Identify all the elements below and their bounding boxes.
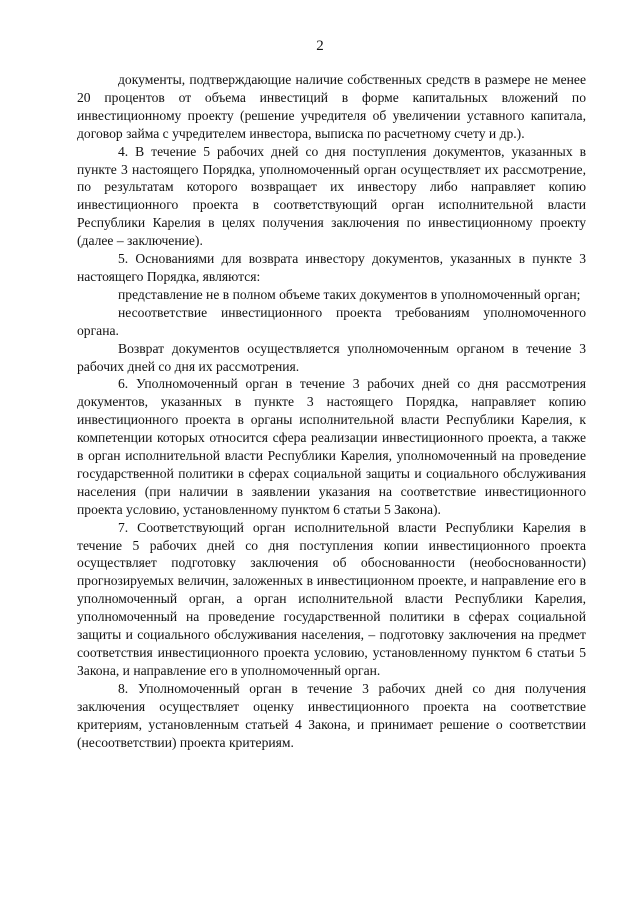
paragraph-item-6: 6. Уполномоченный орган в течение 3 рабочих дней со дня рассмотрения документов, указанных в пункте 3 настоящего Порядка, направляет копию инвестиционного проекта в органы исполнительной власти Республики Карелия, к компетенции которых относится сфера реализации инвестиционного проекта, а также в орган исполнительной власти Республики Карелия, уполномоченный на проведение государственной политики в сферах социальной защиты и социального обслуживания населения (при наличии в заявлении указания на соответствие инвестиционного проекта условию, установленному пунктом 6 статьи 5 Закона). — [77, 376, 586, 517]
paragraph-return-term: Возврат документов осуществляется уполномоченным органом в течение 3 рабочих дней со дня их рассмотрения. — [77, 340, 586, 374]
paragraph-documents-list-continuation: документы, подтверждающие наличие собственных средств в размере не менее 20 процентов от объема инвестиций в форме капитальных вложений по инвестиционному проекту (решение учредителя об увеличении уставного капитала, договор займа с учредителем инвестора, выписка по расчетному счету и др.). — [77, 72, 586, 141]
paragraph-item-8: 8. Уполномоченный орган в течение 3 рабочих дней со дня получения заключения осуществляет оценку инвестиционного проекта на соответствие критериям, установленным статьей 4 Закона, и принимает решение о соответствии (несоответствии) проекта критериям. — [77, 680, 586, 750]
paragraph-item-5: 5. Основаниями для возврата инвестору документов, указанных в пункте 3 настоящего Порядка, являются: — [77, 251, 586, 284]
paragraph-item-4: 4. В течение 5 рабочих дней со дня поступления документов, указанных в пункте 3 настоящего Порядка, уполномоченный орган осуществляет их рассмотрение, по результатам которого возвращает их инвестору либо направляет копию инвестиционного проекта в соответствующий орган исполнительной власти Республики Карелия в целях получения заключения по инвестиционному проекту (далее – заключение). — [77, 143, 586, 249]
document-body — [77, 71, 586, 751]
page-number: 2 — [316, 38, 324, 54]
paragraph-item-5-reason-1: представление не в полном объеме таких документов в уполномоченный орган; — [118, 286, 581, 302]
paragraph-item-5-reason-2: несоответствие инвестиционного проекта требованиям уполномоченного органа. — [77, 304, 586, 338]
paragraph-item-7: 7. Соответствующий орган исполнительной власти Республики Карелия в течение 5 рабочих дней со дня поступления копии инвестиционного проекта осуществляет подготовку заключения об обоснованности (необоснованности) прогнозируемых величин, заложенных в инвестиционном проекте, и направление его в уполномоченный орган, а орган исполнительной власти Республики Карелия, уполномоченный на проведение государственной политики в сферах социальной защиты и социального обслуживания населения, – подготовку заключения на предмет соответствия инвестиционного проекта условию, установленному пунктом 6 статьи 5 Закона, и направление его в уполномоченный орган. — [77, 519, 586, 678]
